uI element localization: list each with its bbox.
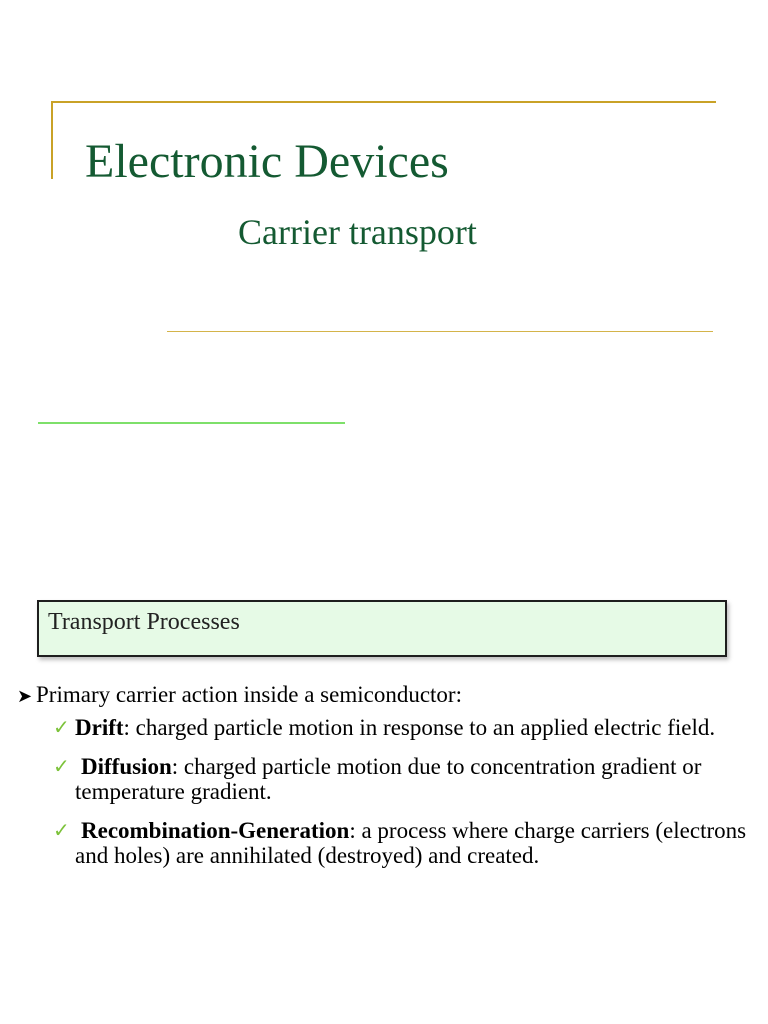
term-diffusion: Diffusion [81, 754, 172, 779]
term-recombination: Recombination-Generation [81, 818, 350, 843]
list-item-recombination [53, 818, 757, 868]
definition-recombination: : a process where charge carriers (electrons and holes) are annihilated (destroyed) and created. [75, 818, 747, 868]
checkmark-icon: ✓ [53, 754, 70, 778]
list-item-drift [53, 715, 757, 740]
section-header-box [37, 600, 727, 657]
term-drift: Drift [75, 715, 124, 740]
sub-bullet-list [17, 715, 757, 868]
arrow-right-icon: ➤ [17, 686, 33, 706]
slide-subtitle: Carrier transport [238, 212, 477, 252]
checkmark-icon: ✓ [53, 715, 70, 739]
slide-title: Electronic Devices [85, 135, 449, 188]
definition-diffusion: : charged particle motion due to concentration gradient or temperature gradient. [75, 754, 702, 804]
list-item-diffusion [53, 754, 757, 804]
gold-divider [167, 331, 713, 332]
green-divider [38, 422, 345, 424]
frame-top-border [51, 101, 716, 103]
definition-drift: : charged particle motion in response to an applied electric field. [123, 715, 716, 740]
section-title: Transport Processes [48, 609, 240, 635]
checkmark-icon: ✓ [53, 818, 70, 842]
intro-bullet [17, 682, 757, 709]
bullet-list [17, 682, 757, 882]
frame-left-border [51, 101, 53, 179]
intro-text: Primary carrier action inside a semiconductor: [36, 682, 462, 707]
